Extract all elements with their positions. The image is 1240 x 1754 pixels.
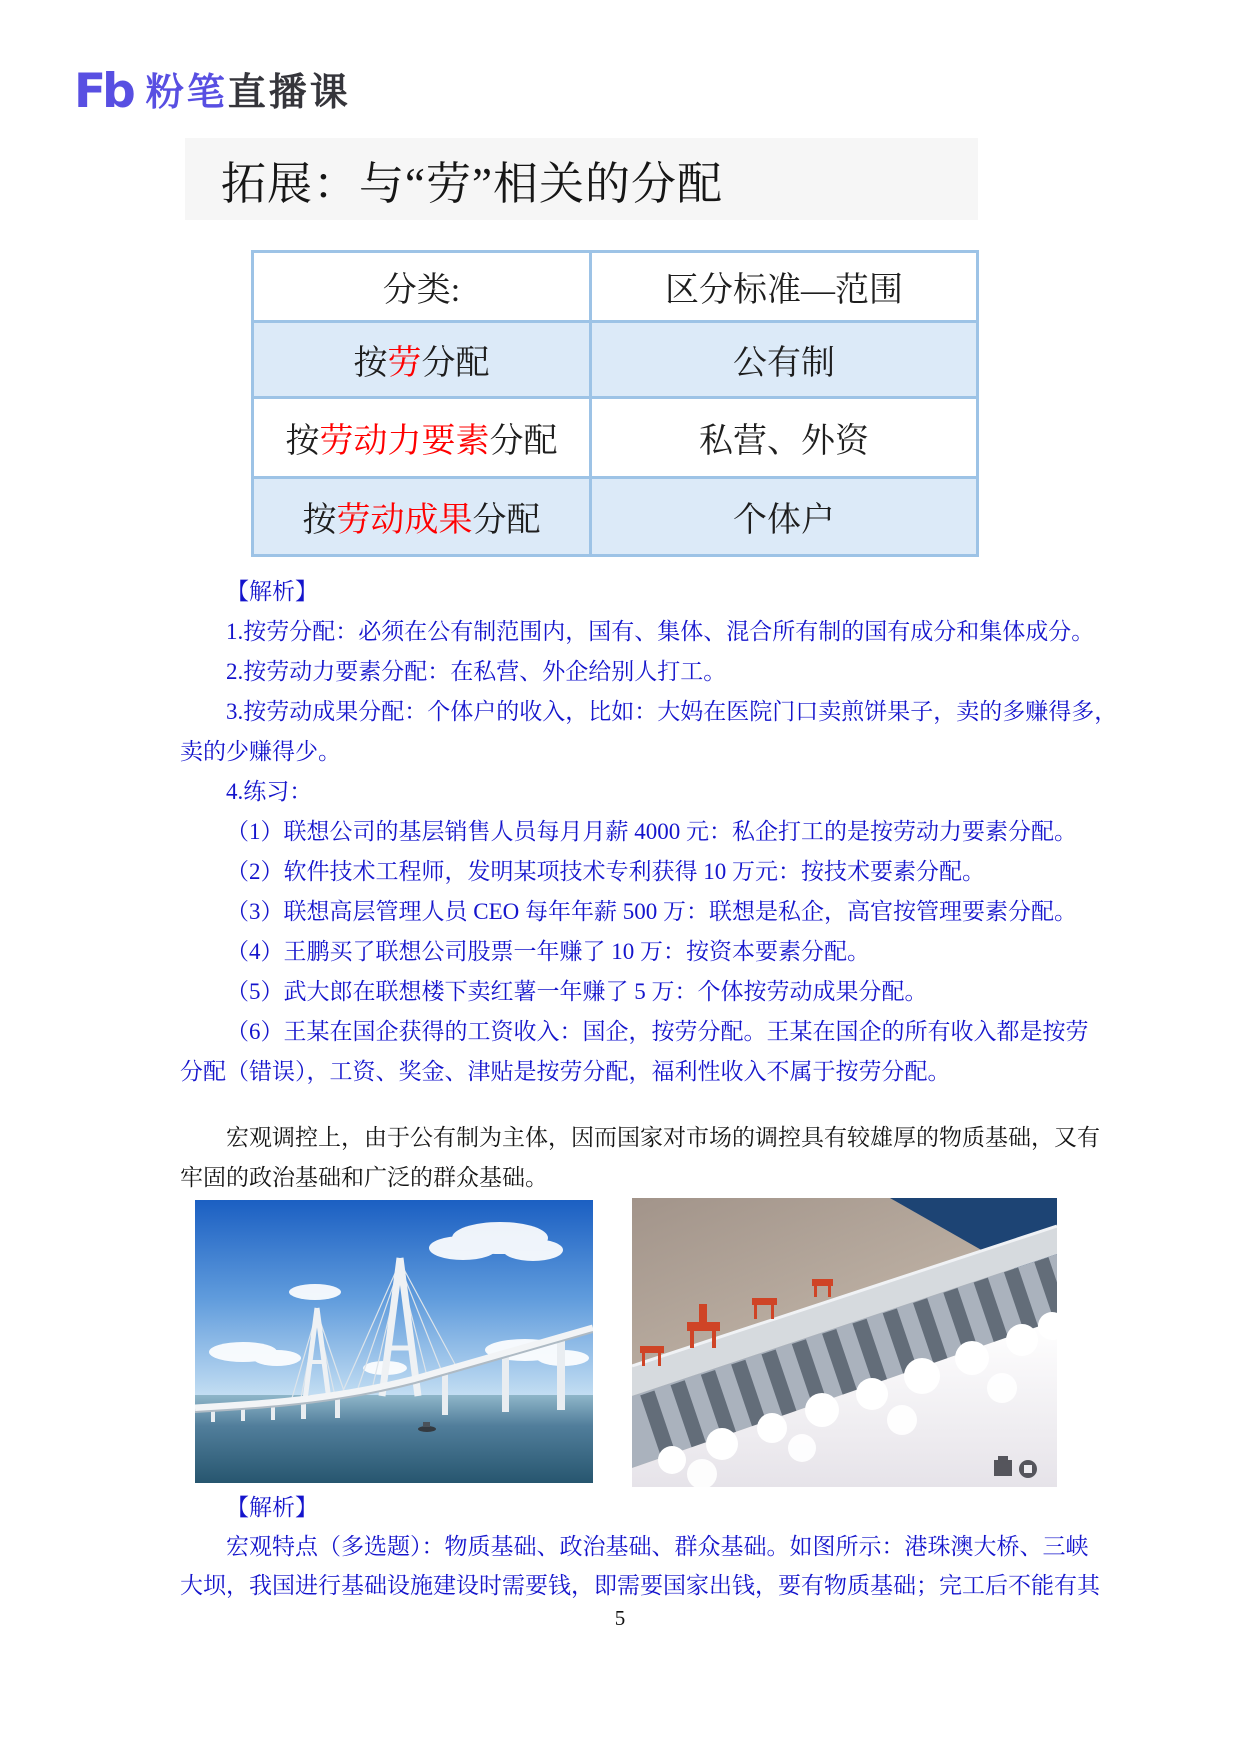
cell-text-red: 劳 [387, 345, 422, 382]
table-cell-scope: 私营、外资 [591, 398, 978, 478]
analysis-line: （5）武大郎在联想楼下卖红薯一年赚了 5 万：个体按劳动成果分配。 [226, 979, 928, 1004]
analysis-line: 4.练习： [226, 779, 313, 804]
table-row [253, 478, 978, 556]
distribution-table [251, 250, 979, 557]
analysis-block-1 [180, 572, 1117, 1092]
analysis-block-2 [180, 1488, 1100, 1605]
analysis-line: 大坝，我国进行基础设施建设时需要钱，即需要国家出钱，要有物质基础；完工后不能有其 [180, 1573, 1100, 1598]
cell-text-red: 劳动力要素 [319, 423, 490, 460]
table-header-cell-standard: 区分标准—范围 [591, 252, 978, 322]
logo-brand-text: 粉笔 [145, 69, 228, 114]
analysis-line: （4）王鹏买了联想公司股票一年赚了 10 万：按资本要素分配。 [226, 939, 870, 964]
analysis-label: 【解析】 [226, 1495, 318, 1520]
table-cell-type [253, 322, 591, 398]
fenbi-logo [74, 64, 351, 119]
table-header-cell-category: 分类: [253, 252, 591, 322]
cell-text-red: 劳动成果 [336, 502, 473, 539]
cell-text: 按 [285, 423, 320, 460]
slide-title: 拓展：与“劳”相关的分配 [185, 138, 978, 220]
logo-suffix-text: 直播课 [227, 69, 351, 114]
table-header-row [253, 252, 978, 322]
table-cell-scope: 个体户 [591, 478, 978, 556]
page-number: 5 [614, 1606, 626, 1630]
analysis-line: 2.按劳动力要素分配：在私营、外企给别人打工。 [226, 659, 727, 684]
paragraph-line: 宏观调控上，由于公有制为主体，因而国家对市场的调控具有较雄厚的物质基础，又有 [226, 1125, 1100, 1150]
table-cell-scope: 公有制 [591, 322, 978, 398]
analysis-line: 1.按劳分配：必须在公有制范围内，国有、集体、混合所有制的国有成分和集体成分。 [226, 619, 1095, 644]
analysis-line: 3.按劳动成果分配：个体户的收入，比如：大妈在医院门口卖煎饼果子，卖的多赚得多， [226, 699, 1118, 724]
analysis-line: （6）王某在国企获得的工资收入：国企，按劳分配。王某在国企的所有收入都是按劳 [226, 1019, 1089, 1044]
analysis-label: 【解析】 [226, 579, 318, 604]
macro-paragraph [180, 1118, 1100, 1198]
table-row [253, 398, 978, 478]
analysis-line: （1）联想公司的基层销售人员每月月薪 4000 元：私企打工的是按劳动力要素分配。 [226, 819, 1077, 844]
analysis-line: 卖的少赚得少。 [180, 739, 341, 764]
table-row [253, 322, 978, 398]
bridge-photo [195, 1200, 593, 1483]
table-cell-type [253, 478, 591, 556]
cell-text: 分配 [489, 423, 558, 460]
table-cell-type [253, 398, 591, 478]
paragraph-line: 牢固的政治基础和广泛的群众基础。 [180, 1165, 548, 1190]
fenbi-fb-icon: Fb [74, 64, 132, 119]
analysis-line: 分配（错误），工资、奖金、津贴是按劳分配，福利性收入不属于按劳分配。 [180, 1059, 951, 1084]
cell-text: 按 [353, 345, 388, 382]
analysis-line: （2）软件技术工程师，发明某项技术专利获得 10 万元：按技术要素分配。 [226, 859, 985, 884]
analysis-line: 宏观特点（多选题）：物质基础、政治基础、群众基础。如图所示：港珠澳大桥、三峡 [226, 1534, 1089, 1559]
cell-text: 分配 [472, 502, 541, 539]
dam-photo [632, 1198, 1057, 1487]
cell-text: 按 [302, 502, 337, 539]
analysis-line: （3）联想高层管理人员 CEO 每年年薪 500 万：联想是私企，高官按管理要素分配。 [226, 899, 1077, 924]
cell-text: 分配 [421, 345, 490, 382]
